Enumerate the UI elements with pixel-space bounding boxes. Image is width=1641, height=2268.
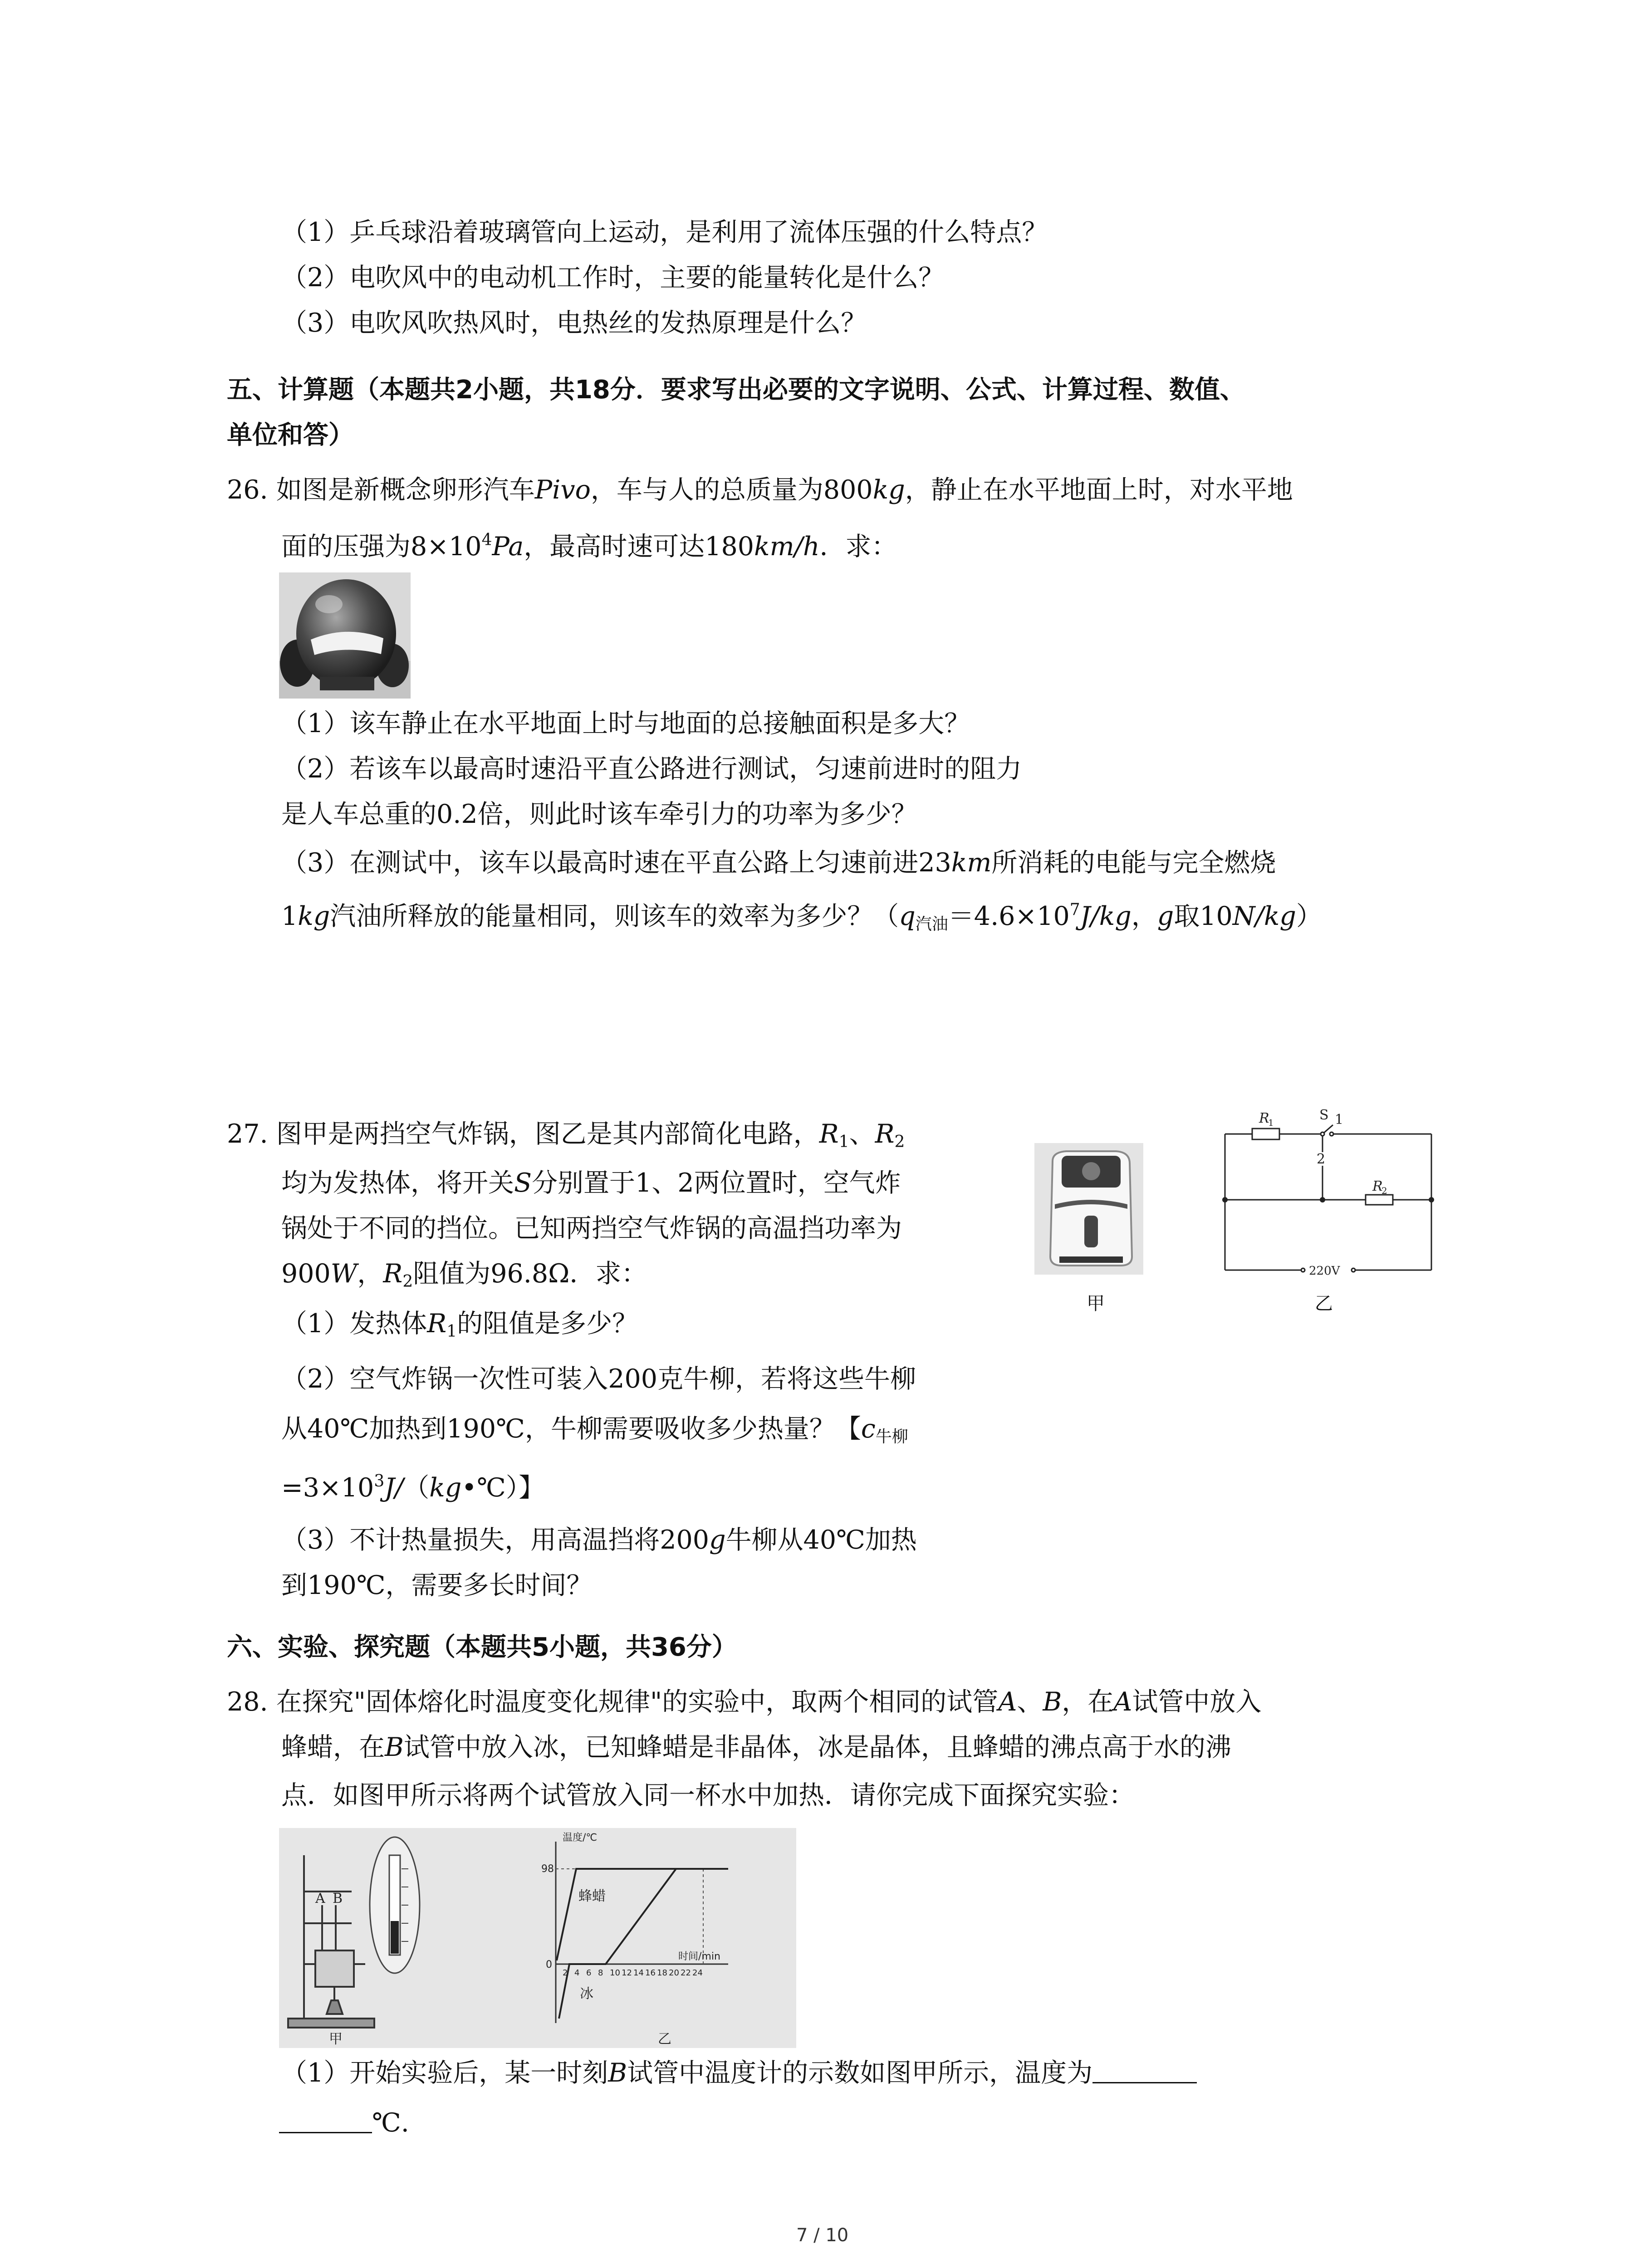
q27-part2-line3: $=3\times 10^3J/(kg•℃)$】 — [281, 1472, 545, 1503]
q27-stem-line4: 900W，$R_2$阻值为96.8Ω．求： — [281, 1259, 647, 1291]
x-tick-label: 20 — [669, 1968, 679, 1978]
air-fryer-caption: 甲 — [1087, 1293, 1105, 1314]
section6-heading: 六、实验、探究题（本题共5小题，共36分） — [227, 1633, 737, 1662]
svg-text:R: R — [1259, 1110, 1269, 1126]
answer-blank[interactable] — [1092, 2058, 1197, 2083]
x-tick-label: 24 — [692, 1968, 703, 1978]
section5-heading-line2: 单位和答） — [227, 420, 354, 450]
thermometer-callout — [370, 1837, 420, 1973]
svg-text:R: R — [1372, 1178, 1383, 1194]
x-tick-label: 12 — [622, 1968, 632, 1978]
x-tick-label: 8 — [598, 1968, 603, 1978]
circuit-caption: 乙 — [1315, 1293, 1333, 1314]
svg-text:A: A — [315, 1891, 325, 1906]
q27-part3-line1: （3）不计热量损失，用高温挡将200g牛柳从40℃加热 — [281, 1525, 917, 1555]
x-tick-label: 22 — [681, 1968, 691, 1978]
q27-part3-line2: 到190℃，需要多长时间？ — [281, 1570, 593, 1600]
q25-part2: （2）电吹风中的电动机工作时，主要的能量转化是什么？ — [281, 263, 945, 293]
q27-part2-line1: （2）空气炸锅一次性可装入200克牛柳，若将这些牛柳 — [281, 1364, 916, 1394]
svg-text:S: S — [1319, 1107, 1329, 1123]
q26-part1: （1）该车静止在水平地面上时与地面的总接触面积是多大？ — [281, 709, 970, 738]
q28-stem-line2: 蜂蜡，在B试管中放入冰，已知蜂蜡是非晶体，冰是晶体，且蜂蜡的沸点高于水的沸 — [281, 1732, 1231, 1762]
x-tick-label: 2 — [563, 1968, 568, 1978]
q28-stem-line1: 28. 在探究"固体熔化时温度变化规律"的实验中，取两个相同的试管A、B，在A试管中放入 — [227, 1687, 1262, 1717]
svg-text:温度/℃: 温度/℃ — [563, 1832, 598, 1843]
circuit-diagram — [1216, 1102, 1443, 1284]
q26-stem-line2: 面的压强为$8\times 10^4Pa$，最高时速可达180km/h．求： — [281, 531, 897, 562]
q28-part1-line2: ℃. — [279, 2105, 409, 2141]
q28-part1-line1: （1）开始实验后，某一时刻B试管中温度计的示数如图甲所示，温度为 — [281, 2055, 1197, 2091]
air-fryer-photo — [1034, 1143, 1143, 1275]
page-number: 7 / 10 — [796, 2225, 849, 2246]
q26-part2-line2: 是人车总重的0.2倍，则此时该车牵引力的功率为多少？ — [281, 799, 917, 829]
svg-text:乙: 乙 — [658, 2031, 671, 2047]
svg-text:98: 98 — [541, 1863, 554, 1875]
q27-part2-line2: 从40℃加热到190℃，牛柳需要吸收多少热量？【$c_{牛柳}$ — [281, 1414, 908, 1446]
svg-text:蜂蜡: 蜂蜡 — [578, 1888, 606, 1904]
q27-stem-line1: 27. 图甲是两挡空气炸锅，图乙是其内部简化电路，$R_1$、$R_2$ — [227, 1119, 905, 1151]
svg-text:1: 1 — [1268, 1117, 1274, 1128]
x-tick-label: 16 — [645, 1968, 656, 1978]
q26-stem-line1: 26. 如图是新概念卵形汽车Pivo，车与人的总质量为800kg，静止在水平地面上时，对水平地 — [227, 475, 1293, 505]
q28-stem-line3: 点．如图甲所示将两个试管放入同一杯水中加热．请你完成下面探究实验： — [281, 1780, 1135, 1810]
q26-part3-line1: （3）在测试中，该车以最高时速在平直公路上匀速前进23km所消耗的电能与完全燃烧 — [281, 848, 1276, 878]
melting-experiment-figure — [279, 1828, 796, 2048]
x-tick-label: 18 — [657, 1968, 667, 1978]
svg-text:时间/min: 时间/min — [678, 1951, 720, 1962]
section5-heading-line1: 五、计算题（本题共2小题，共18分．要求写出必要的文字说明、公式、计算过程、数值、 — [227, 375, 1245, 405]
svg-text:2: 2 — [1317, 1151, 1326, 1167]
x-tick-label: 6 — [586, 1968, 592, 1978]
svg-text:B: B — [333, 1891, 343, 1906]
q27-stem-line2: 均为发热体，将开关S分别置于1、2两位置时，空气炸 — [281, 1168, 901, 1198]
svg-text:1: 1 — [1335, 1112, 1344, 1128]
svg-text:冰: 冰 — [580, 1986, 593, 2002]
q25-part3: （3）电吹风吹热风时，电热丝的发热原理是什么？ — [281, 308, 867, 338]
x-tick-label: 10 — [610, 1968, 620, 1978]
svg-text:甲: 甲 — [329, 2031, 343, 2047]
svg-text:2: 2 — [1381, 1185, 1387, 1196]
q27-stem-line3: 锅处于不同的挡位。已知两挡空气炸锅的高温挡功率为 — [281, 1213, 902, 1243]
q26-part2-line1: （2）若该车以最高时速沿平直公路进行测试，匀速前进时的阻力 — [281, 754, 1022, 784]
q25-part1: （1）乒乓球沿着玻璃管向上运动，是利用了流体压强的什么特点？ — [281, 217, 1048, 247]
svg-text:220V: 220V — [1309, 1264, 1340, 1278]
x-tick-label: 4 — [574, 1968, 580, 1978]
q26-part3-line2: 1kg汽油所释放的能量相同，则该车的效率为多少？（$q_{汽油}=4.6\times 10^7J/kg$，g取10N/kg） — [281, 900, 1322, 934]
svg-text:0: 0 — [546, 1959, 552, 1970]
answer-blank-continued[interactable] — [279, 2108, 372, 2133]
q27-part1: （1）发热体$R_1$的阻值是多少？ — [281, 1309, 638, 1341]
egg-car-photo — [279, 572, 411, 699]
x-tick-label: 14 — [633, 1968, 644, 1978]
